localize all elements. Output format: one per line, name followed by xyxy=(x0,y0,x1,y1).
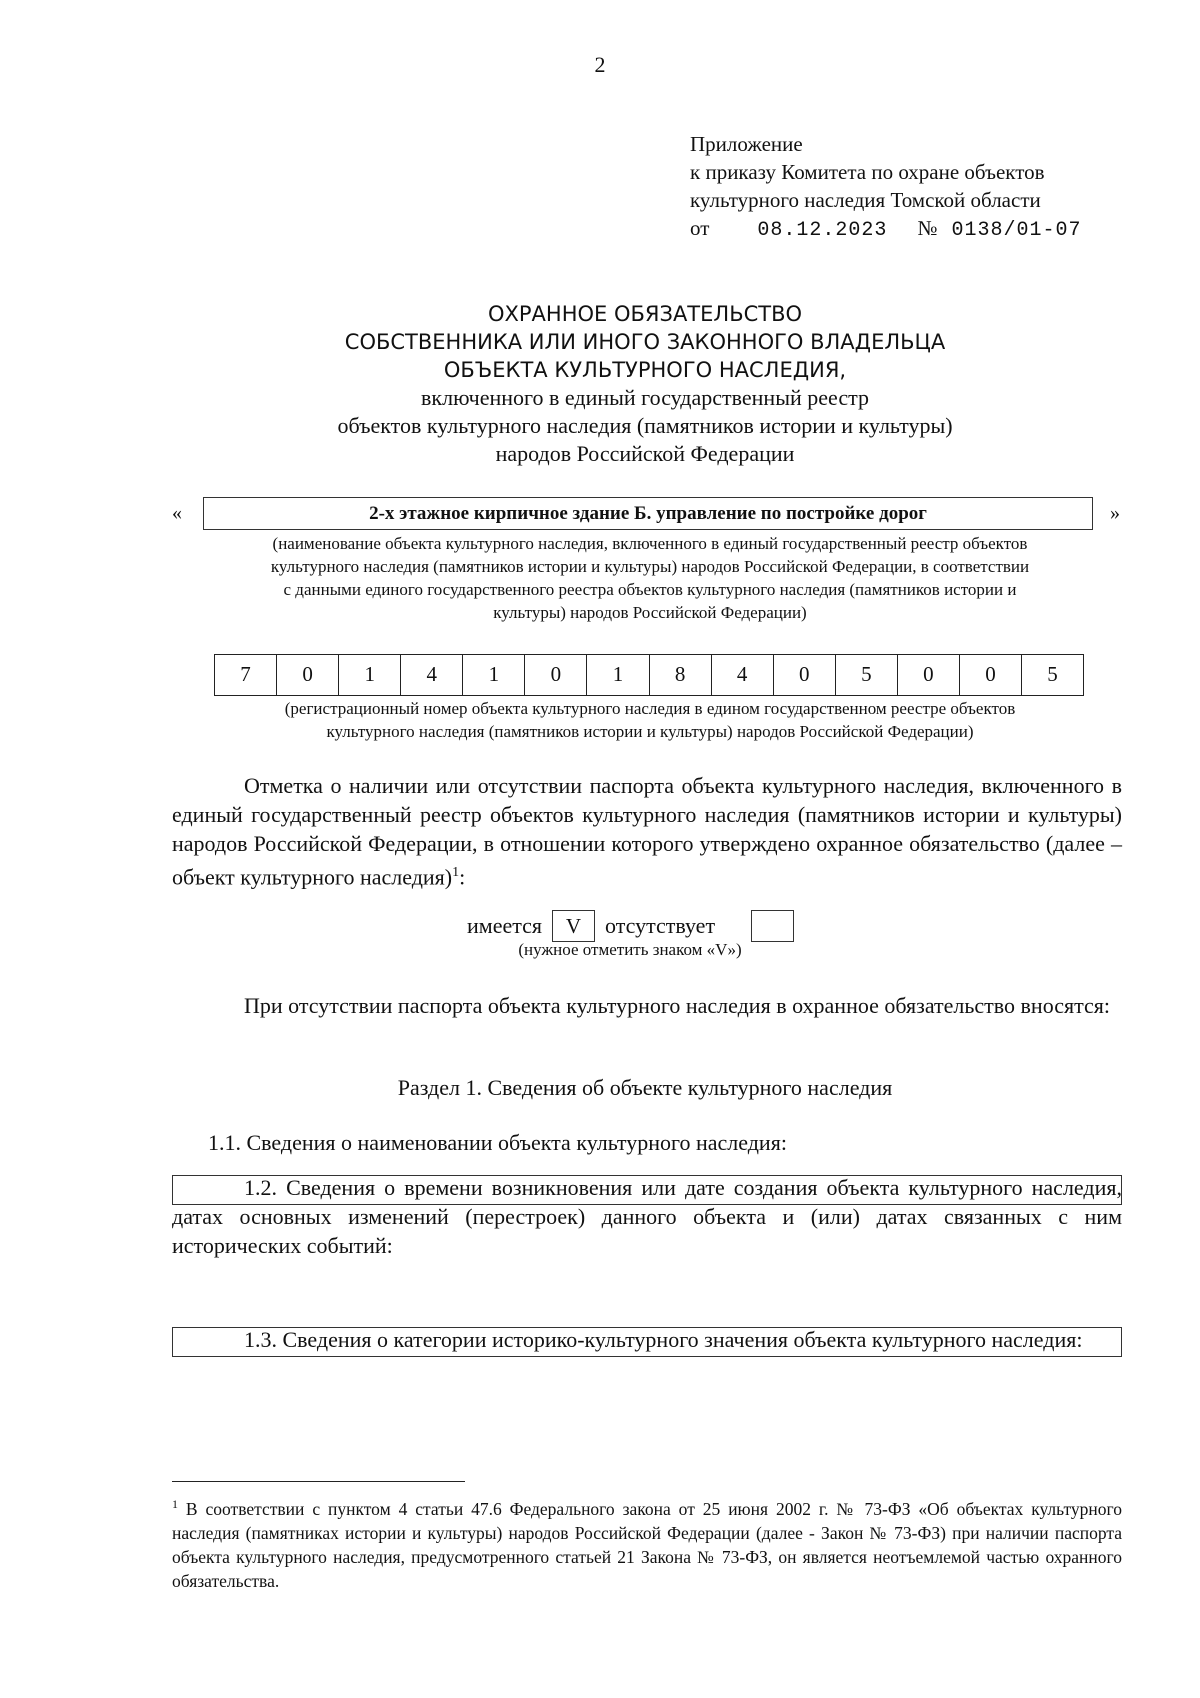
object-name-caption-line1: (наименование объекта культурного наследия, включенного в единый государственный реестр объектов xyxy=(272,534,1028,553)
item-1-1-heading: 1.1. Сведения о наименовании объекта культурного наследия: xyxy=(208,1130,787,1155)
object-name-caption-line2: культурного наследия (памятников истории и культуры) народов Российской Федерации, в соответствии xyxy=(270,557,1030,576)
passport-hint: (нужное отметить знаком «V») xyxy=(518,940,742,959)
appendix-from-label: от xyxy=(690,216,710,240)
appendix-line1: Приложение xyxy=(690,132,803,156)
open-quote: « xyxy=(172,502,182,524)
registration-digit[interactable]: 1 xyxy=(339,655,401,695)
title-line6: народов Российской Федерации xyxy=(495,441,795,466)
item-1-2-heading: 1.2. Сведения о времени возникновения или дате создания объекта культурного наследия, датах основных изменений (перестроек) данного объекта и (или) датах связанных с ним исторических событий: xyxy=(172,1175,1122,1258)
registration-caption-line2: культурного наследия (памятников истории и культуры) народов Российской Федерации) xyxy=(326,722,974,741)
close-quote: » xyxy=(1110,502,1120,524)
registration-digit[interactable]: 8 xyxy=(650,655,712,695)
registration-caption-line1: (регистрационный номер объекта культурного наследия в едином государственном реестре объектов xyxy=(284,699,1016,718)
registration-number-grid xyxy=(214,654,1084,696)
registration-digit[interactable]: 4 xyxy=(401,655,463,695)
object-name-caption-line4: культуры) народов Российской Федерации) xyxy=(493,603,807,622)
registration-digit[interactable]: 1 xyxy=(587,655,649,695)
appendix-date: 08.12.2023 xyxy=(757,219,888,242)
registration-digit[interactable]: 0 xyxy=(525,655,587,695)
page-number: 2 xyxy=(594,52,606,77)
passport-note-text: Отметка о наличии или отсутствии паспорта объекта культурного наследия, включенного в единый государственный реестр объектов культурного наследия (памятников истории и культуры) народов Российской Федерации, в отношении которого утверждено охранное обязательство (далее – объект культурного наследия) xyxy=(172,773,1122,890)
appendix-line3: культурного наследия Томской области xyxy=(690,188,1041,212)
object-name-caption xyxy=(150,532,1150,624)
document-title xyxy=(0,300,1200,468)
passport-note-suffix: : xyxy=(459,864,466,890)
passport-absent-checkbox[interactable] xyxy=(751,910,794,942)
registration-digit[interactable]: 1 xyxy=(463,655,525,695)
registration-digit[interactable]: 5 xyxy=(1047,662,1058,686)
absence-note: При отсутствии паспорта объекта культурного наследия в охранное обязательство вносятся: xyxy=(244,993,1111,1018)
footnote xyxy=(172,1492,1122,1593)
appendix-line2: к приказу Комитета по охране объектов xyxy=(690,160,1045,184)
registration-digit[interactable]: 0 xyxy=(960,655,1022,695)
footnote-marker: 1 xyxy=(172,1497,178,1511)
registration-digit[interactable]: 7 xyxy=(215,655,277,695)
passport-absent-label: отсутствует xyxy=(605,913,716,938)
footnote-text: В соответствии с пунктом 4 статьи 47.6 Федерального закона от 25 июня 2002 г. № 73-ФЗ «Об объектах культурного наследия (памятниках истории и культуры) народов Российской Федерации (далее - Закон № 73-ФЗ) при наличии паспорта объекта культурного наследия, предусмотренного статьей 21 Закона № 73-ФЗ, он является неотъемлемой частью охранного обязательства. xyxy=(172,1498,1122,1591)
registration-digit[interactable]: 0 xyxy=(898,655,960,695)
appendix-order-line xyxy=(690,214,1082,245)
object-name-caption-line3: с данными единого государственного реестра объектов культурного наследия (памятников истории и xyxy=(283,580,1017,599)
registration-caption xyxy=(150,697,1150,743)
appendix-header xyxy=(690,130,1082,245)
footnote-separator xyxy=(172,1481,465,1482)
passport-present-label: имеется xyxy=(467,913,542,938)
appendix-number: 0138/01-07 xyxy=(951,219,1082,242)
item-1-3-heading: 1.3. Сведения о категории историко-культурного значения объекта культурного наследия: xyxy=(244,1327,1083,1352)
registration-digit[interactable]: 5 xyxy=(836,655,898,695)
title-line3: ОБЪЕКТА КУЛЬТУРНОГО НАСЛЕДИЯ, xyxy=(443,358,847,382)
title-line5: объектов культурного наследия (памятников истории и культуры) xyxy=(337,413,953,438)
passport-present-checkbox[interactable]: V xyxy=(552,910,595,942)
title-line2: СОБСТВЕННИКА ИЛИ ИНОГО ЗАКОННОГО ВЛАДЕЛЬЦА xyxy=(344,330,946,354)
title-line1: ОХРАННОЕ ОБЯЗАТЕЛЬСТВО xyxy=(487,302,803,326)
footnote-reference[interactable]: 1 xyxy=(452,865,460,880)
registration-digit[interactable]: 0 xyxy=(774,655,836,695)
appendix-number-sign: № xyxy=(917,216,938,240)
passport-note-paragraph xyxy=(172,771,1122,891)
passport-status-row xyxy=(467,910,804,942)
registration-digit[interactable]: 0 xyxy=(277,655,339,695)
registration-digit[interactable]: 4 xyxy=(712,655,774,695)
section1-title: Раздел 1. Сведения об объекте культурного наследия xyxy=(397,1075,893,1100)
object-name-field[interactable]: 2-х этажное кирпичное здание Б. управление по постройке дорог xyxy=(203,497,1093,530)
title-line4: включенного в единый государственный реестр xyxy=(421,385,869,410)
